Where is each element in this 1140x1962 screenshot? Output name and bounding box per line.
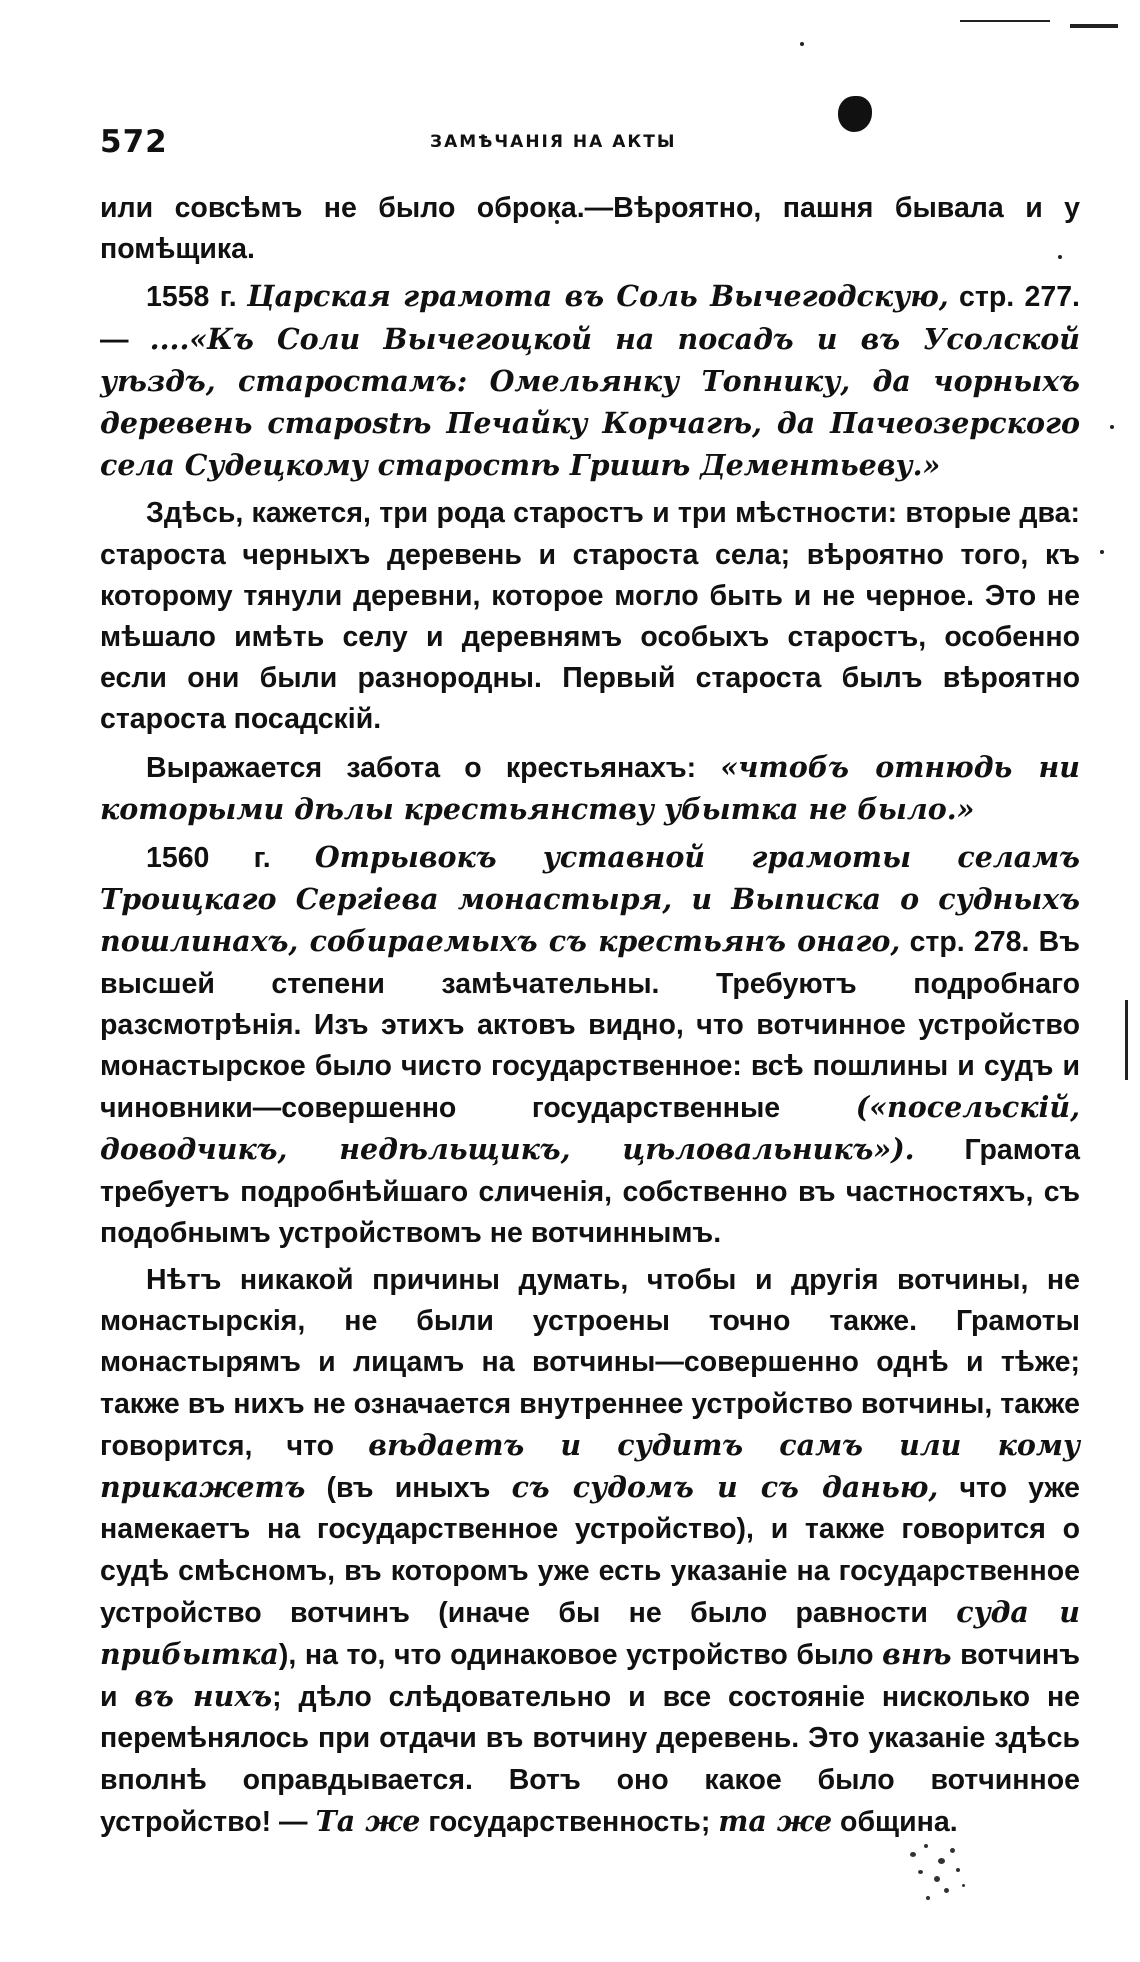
ink-smudge	[900, 1840, 990, 1920]
text-run: стр. 278. Въ высшей степени замѣчательны. Требуютъ подробнаго разсмотрѣнія. Изъ этихъ актовъ видно, что вотчинное устройство монастырское было чисто государственное: всѣ пошлины и судъ и чиновники—совершенно государственные	[100, 926, 1080, 1125]
paragraph	[100, 188, 1080, 270]
text-run: что уже намекаетъ на государственное устройство), и также говорится о судѣ смѣсномъ, въ которомъ уже есть указаніе на государственное устройство вотчинъ (иначе бы не было равности	[100, 1472, 1081, 1629]
paragraph	[100, 1260, 1080, 1843]
page-header	[100, 124, 1090, 164]
document-title: Царская грамота въ Соль Вычегодскую,	[247, 279, 949, 314]
text-run: стр. 277.—	[100, 281, 1080, 356]
page-edge-mark	[1070, 24, 1118, 28]
text-run: Здѣсь, кажется, три рода старостъ и три мѣстности: вторые два: староста черныхъ деревень и староста села; вѣроятно того, къ которому тянули деревни, которое могло быть и не черное. Это не мѣшало имѣть селу и деревнямъ особыхъ старостъ, особенно если они были разнородны. Первый староста былъ вѣроятно староста посадскій.	[100, 497, 1080, 736]
quotation: ....«Къ Соли Вычегоцкой на посадъ и въ Усолской уѣздъ, старостамъ: Омельянку Топнику, да чорныхъ деревень староstѣ Печайку Корчагѣ, да Пачеозерского села Судецкому старостѣ Гришѣ Дементьеву.»	[100, 321, 1080, 483]
italic-phrase: суда и прибытка	[100, 1594, 1080, 1671]
page-edge-mark	[1125, 1000, 1128, 1080]
text-run: (въ иныхъ	[326, 1472, 491, 1505]
paragraph	[100, 837, 1080, 1254]
quotation: «чтобъ отнюдь ни которыми дѣлы крестьянству убытка не было.»	[100, 749, 1081, 826]
text-run: ), на то, что одинаковое устройство было	[278, 1638, 874, 1671]
ink-speck	[1100, 550, 1104, 554]
italic-phrase: внѣ	[882, 1636, 952, 1671]
text-run: ; дѣло слѣдовательно и все состояніе нисколько не перемѣнялось при отдачи въ вотчину деревень. Это указаніе здѣсь вполнѣ оправдывается. Вотъ оно какое было вотчинное устройство! —	[100, 1681, 1081, 1838]
text-run: 1560 г.	[146, 842, 271, 875]
text-run: Нѣтъ никакой причины думать, чтобы и другія вотчины, не монастырскія, не были устроены точно также. Грамоты монастырямъ и лицамъ на вотчины—совершенно однѣ и тѣже; также въ нихъ не означается внутреннее устройство вотчины, также говорится, что	[100, 1264, 1080, 1462]
text-run: 1558 г.	[146, 281, 237, 314]
paragraph	[100, 276, 1080, 487]
page-edge-mark	[960, 20, 1050, 22]
page-number: 572	[100, 124, 168, 160]
paragraph	[100, 747, 1080, 831]
text-run: Грамота требуетъ подробнѣйшаго сличенія, собственно въ частностяхъ, съ подобнымъ устройствомъ не вотчиннымъ.	[100, 1134, 1080, 1249]
quotation: («посельскій, доводчикъ, недѣльщикъ, цѣловальникъ»).	[100, 1090, 1081, 1167]
italic-phrase: въ нихъ	[134, 1679, 273, 1714]
text-run: вотчинъ и	[100, 1638, 1081, 1714]
text-run: или совсѣмъ не было оброка.—Вѣроятно, пашня бывала и у помѣщика.	[100, 192, 1080, 266]
ink-speck	[800, 42, 804, 46]
italic-phrase: Та же	[315, 1803, 421, 1838]
italic-phrase: та же	[718, 1803, 833, 1838]
body-text	[100, 188, 1080, 1849]
running-head: ЗАМѢЧАНІЯ НА АКТЫ	[430, 132, 677, 152]
document-title: Отрывокъ уставной грамоты селамъ Троицкаго Сергіевa монастыря, и Выписка о судныхъ пошлинахъ, собираемыхъ съ крестьянъ онаго,	[100, 840, 1080, 959]
italic-phrase: вѣдаетъ и судитъ самъ или кому прикажетъ	[100, 1427, 1081, 1505]
ink-speck	[1110, 425, 1114, 429]
text-run: Выражается забота о крестьянахъ:	[146, 751, 697, 784]
text-run: государственность;	[428, 1805, 711, 1838]
text-run: община.	[840, 1805, 958, 1838]
paragraph	[100, 493, 1080, 740]
italic-phrase: съ судомъ и съ данью,	[511, 1470, 939, 1505]
